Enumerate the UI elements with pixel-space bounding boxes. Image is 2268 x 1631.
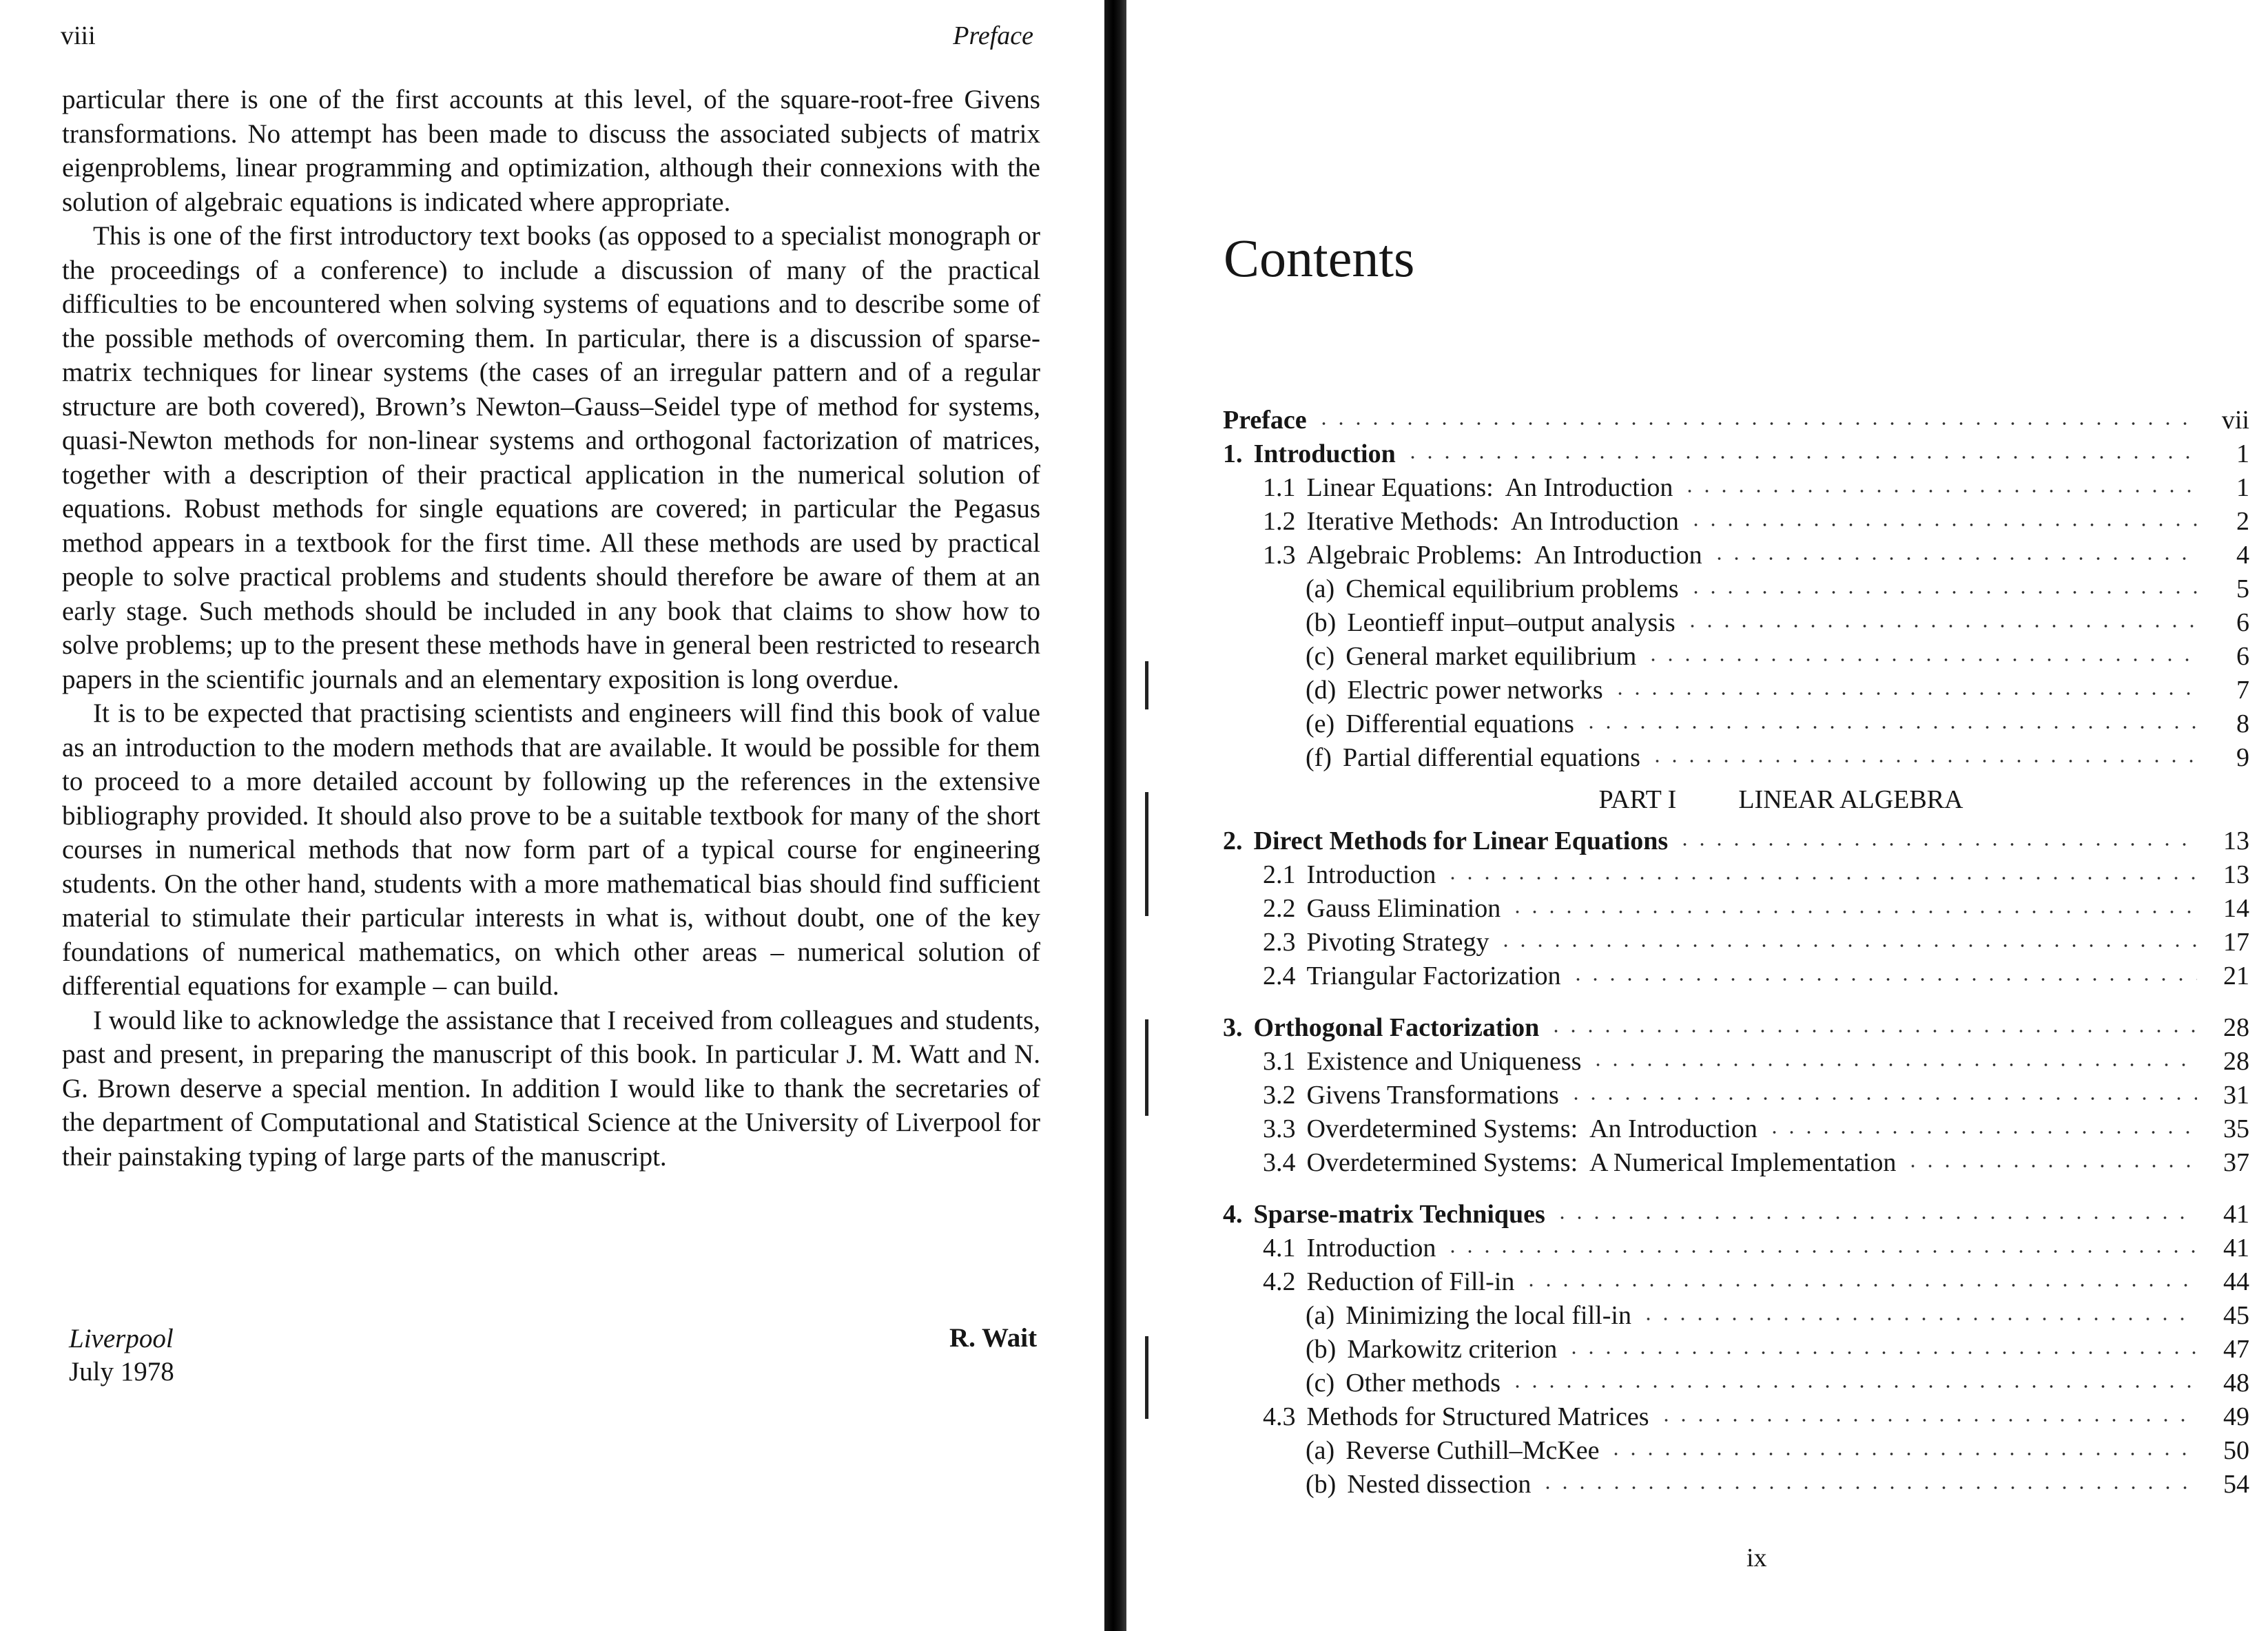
toc-entry-title: Overdetermined Systems: An Introduction (1306, 1114, 1757, 1143)
toc-entry (1223, 640, 2249, 674)
toc-entry-title: Chemical equilibrium problems (1346, 574, 1679, 603)
toc-entry-number: 3. (1223, 1013, 1243, 1042)
toc-entry-title: Orthogonal Factorization (1253, 1013, 1540, 1042)
dot-leader (1547, 1028, 2197, 1035)
toc-entry-number: (c) (1306, 1369, 1335, 1398)
toc-entry (1223, 1011, 2249, 1045)
toc-entry-title: Nested dissection (1347, 1470, 1532, 1499)
dot-leader (1904, 1163, 2197, 1170)
toc-entry (1223, 858, 2249, 892)
toc-entry-number: 2.2 (1263, 894, 1296, 923)
toc-entry-page: 47 (2223, 1335, 2249, 1364)
toc-entry-page: 4 (2236, 541, 2249, 570)
part-heading (1223, 775, 2249, 824)
toc-entry-page: 2 (2236, 507, 2249, 536)
toc-entry-number: 2. (1223, 827, 1243, 855)
toc-entry-page: 14 (2223, 894, 2249, 923)
left-page (0, 0, 1089, 1631)
toc-entry-title: Other methods (1346, 1369, 1501, 1398)
toc-entry-page: 1 (2236, 473, 2249, 502)
toc-entry-page: 45 (2223, 1301, 2249, 1330)
dot-leader (1509, 908, 2197, 915)
dot-leader (1565, 1349, 2197, 1356)
dot-leader (1681, 488, 2197, 495)
toc-entry-page: 9 (2236, 743, 2249, 772)
toc-entry-number: 3.3 (1263, 1114, 1296, 1143)
toc-entry (1223, 1232, 2249, 1265)
toc-entry (1223, 437, 2249, 471)
toc-entry (1223, 959, 2249, 993)
dot-leader (1315, 420, 2197, 427)
toc-entry-page: 49 (2223, 1402, 2249, 1431)
dot-leader (1554, 1214, 2197, 1221)
toc-entry-page: 17 (2223, 928, 2249, 957)
toc-entry-number: (a) (1306, 574, 1335, 603)
toc-entry-page: 6 (2236, 608, 2249, 637)
dot-leader (1711, 555, 2197, 562)
toc-entry-number: 3.4 (1263, 1148, 1296, 1177)
toc-entry (1223, 892, 2249, 926)
toc-entry (1223, 824, 2249, 858)
toc-entry-title: Givens Transformations (1306, 1081, 1559, 1110)
toc-entry-title: Sparse-matrix Techniques (1253, 1200, 1545, 1229)
toc-entry (1223, 1299, 2249, 1333)
toc-entry (1223, 1333, 2249, 1367)
toc-entry-page: 54 (2223, 1470, 2249, 1499)
toc-entry (1223, 471, 2249, 505)
toc-entry-page: 7 (2236, 676, 2249, 705)
dot-leader (1589, 1061, 2197, 1068)
dot-leader (1687, 521, 2197, 528)
toc-entry-page: 13 (2223, 860, 2249, 889)
section-gap (1223, 1180, 2249, 1198)
toc-entry-page: 28 (2223, 1047, 2249, 1076)
toc-entry-page: 50 (2223, 1436, 2249, 1465)
dot-leader (1687, 589, 2197, 596)
toc-entry (1223, 926, 2249, 959)
dot-leader (1444, 875, 2197, 882)
dot-leader (1497, 942, 2197, 949)
toc-entry-title: Methods for Structured Matrices (1306, 1402, 1649, 1431)
toc-entry (1223, 1400, 2249, 1434)
toc-entry-number: 1.1 (1263, 473, 1296, 502)
dot-leader (1509, 1383, 2197, 1390)
section-gap (1223, 993, 2249, 1011)
toc-entry (1223, 1146, 2249, 1180)
toc-entry-page: 21 (2223, 962, 2249, 990)
toc-entry-title: Pivoting Strategy (1306, 928, 1489, 957)
dot-leader (1404, 454, 2197, 461)
dot-leader (1649, 758, 2197, 765)
toc-entry-number: 1.3 (1263, 541, 1296, 570)
toc-entry-page: 13 (2223, 827, 2249, 855)
dot-leader (1684, 623, 2197, 630)
toc-entry-title: Introduction (1306, 1234, 1436, 1263)
toc-entry-title: Existence and Uniqueness (1306, 1047, 1582, 1076)
toc-entry (1223, 1045, 2249, 1079)
toc-entry-page: 41 (2223, 1200, 2249, 1229)
page-number-left: viii (61, 21, 96, 50)
toc-entry-page: 28 (2223, 1013, 2249, 1042)
toc-entry-number: (e) (1306, 709, 1335, 738)
toc-entry-title: Iterative Methods: An Introduction (1306, 507, 1679, 536)
toc-entry (1223, 404, 2249, 437)
toc-entry-title: Algebraic Problems: An Introduction (1306, 541, 1702, 570)
toc-entry-number: 4.2 (1263, 1267, 1296, 1296)
toc-entry (1223, 572, 2249, 606)
toc-entry-page: 8 (2236, 709, 2249, 738)
dot-leader (1569, 976, 2197, 983)
toc-entry-page: 1 (2236, 439, 2249, 468)
toc-entry-number: (a) (1306, 1301, 1335, 1330)
toc-entry-page: 41 (2223, 1234, 2249, 1263)
preface-paragraph-1: particular there is one of the first accounts at this level, of the square-root-free Givens transformations. No attempt has been made to discuss the associated subjects of matrix eigenproblems, linear programming and optimization, although their connexions with the solution of algebraic equations is indicated where appropriate. (62, 85, 1040, 217)
toc-entry-title: Gauss Elimination (1306, 894, 1501, 923)
signature-author: R. Wait (949, 1323, 1038, 1353)
toc-entry-number: (a) (1306, 1436, 1335, 1465)
toc-entry-number: (b) (1306, 608, 1337, 637)
toc-entry-title: Markowitz criterion (1347, 1335, 1558, 1364)
signature-block (69, 1322, 174, 1389)
running-title: Preface (953, 21, 1033, 50)
toc-entry (1223, 606, 2249, 640)
toc-entry (1223, 1434, 2249, 1468)
toc-entry-title: Direct Methods for Linear Equations (1253, 827, 1669, 855)
toc-entry-title: Overdetermined Systems: A Numerical Implementation (1306, 1148, 1897, 1177)
toc-entry-number: 1.2 (1263, 507, 1296, 536)
dot-leader (1658, 1417, 2197, 1424)
toc-entry-title: Triangular Factorization (1306, 962, 1561, 990)
toc-entry-page: vii (2221, 406, 2249, 435)
toc-entry-number: 3.1 (1263, 1047, 1296, 1076)
toc-entry-title: General market equilibrium (1346, 642, 1637, 671)
toc-entry-title: Introduction (1306, 860, 1436, 889)
preface-paragraph-3: It is to be expected that practising scientists and engineers will find this book of value as an introduction to the modern methods that are available. It would be possible for them to proceed to a more detailed account by following up the references in the extensive bibliography provided. It should also prove to be a suitable textbook for many of the short courses in numerical methods that now form part of a typical course for engineering students. On the other hand, students with a more mathematical bias should find sufficient material to stimulate their particular interests in what is, without doubt, one of the key foundations of numerical mathematics, on which other areas – numerical solution of differential equations for example – can build. (62, 698, 1040, 1001)
part-label: PART I (1598, 785, 1677, 814)
toc-entry-number: (b) (1306, 1470, 1337, 1499)
part-title: LINEAR ALGEBRA (1738, 785, 1963, 814)
dot-leader (1444, 1248, 2197, 1255)
toc-entry-title: Linear Equations: An Introduction (1306, 473, 1673, 502)
contents-title: Contents (1224, 228, 1415, 288)
toc-entry-number: (f) (1306, 743, 1332, 772)
toc-entry-number: 4.3 (1263, 1402, 1296, 1431)
toc-entry-title: Preface (1223, 406, 1307, 435)
toc-entry-title: Introduction (1253, 439, 1396, 468)
toc-entry-page: 48 (2223, 1369, 2249, 1398)
toc-entry-title: Differential equations (1346, 709, 1574, 738)
toc-entry-page: 35 (2223, 1114, 2249, 1143)
dot-leader (1676, 841, 2197, 848)
toc-entry-page: 37 (2223, 1148, 2249, 1177)
toc-entry (1223, 1079, 2249, 1112)
toc-entry (1223, 1265, 2249, 1299)
toc-entry-number: (c) (1306, 642, 1335, 671)
dot-leader (1567, 1095, 2197, 1102)
preface-body (62, 83, 1040, 1174)
dot-leader (1539, 1484, 2197, 1491)
toc-entry (1223, 539, 2249, 572)
preface-paragraph-4: I would like to acknowledge the assistance that I received from colleagues and students, past and present, in preparing the manuscript of this book. In particular J. M. Watt and N. G. Brown deserve a special mention. In addition I would like to thank the secretaries of the department of Computational and Statistical Science at the University of Liverpool for their painstaking typing of large parts of the manuscript. (62, 1005, 1040, 1172)
toc-entry-number: 2.1 (1263, 860, 1296, 889)
page-number-right: ix (1746, 1544, 1767, 1572)
toc-entry (1223, 505, 2249, 539)
dot-leader (1766, 1129, 2197, 1136)
dot-leader (1611, 690, 2197, 697)
dot-leader (1583, 724, 2197, 731)
toc-entry-title: Partial differential equations (1342, 743, 1640, 772)
toc-entry-page: 44 (2223, 1267, 2249, 1296)
toc-entry-title: Reverse Cuthill–McKee (1346, 1436, 1600, 1465)
right-page (1130, 0, 2268, 1631)
book-gutter (1104, 0, 1126, 1631)
toc-entry (1223, 741, 2249, 775)
toc-entry-title: Reduction of Fill-in (1306, 1267, 1515, 1296)
toc-entry-title: Minimizing the local fill-in (1346, 1301, 1631, 1330)
toc-entry-title: Electric power networks (1347, 676, 1603, 705)
toc-entry (1223, 707, 2249, 741)
toc-entry-number: 3.2 (1263, 1081, 1296, 1110)
toc-entry-number: (d) (1306, 676, 1337, 705)
toc-entry-page: 6 (2236, 642, 2249, 671)
toc-entry (1223, 1468, 2249, 1502)
toc-entry (1223, 1112, 2249, 1146)
toc-entry-title: Leontieff input–output analysis (1347, 608, 1676, 637)
dot-leader (1640, 1316, 2197, 1322)
table-of-contents (1223, 404, 2249, 1502)
toc-entry-number: 2.4 (1263, 962, 1296, 990)
dot-leader (1645, 656, 2197, 663)
dot-leader (1523, 1282, 2197, 1289)
toc-entry-number: 1. (1223, 439, 1243, 468)
signature-place: Liverpool (69, 1324, 174, 1353)
toc-entry-number: 4.1 (1263, 1234, 1296, 1263)
preface-paragraph-2: This is one of the first introductory text books (as opposed to a specialist monograph or the proceedings of a conference) to include a discussion of many of the practical difficulties to be encountered when solving systems of equations and to describe some of the possible methods of overcoming them. In particular, there is a discussion of sparse-matrix techniques for linear systems (the cases of an irregular pattern and of a regular structure are both covered), Brown’s Newton–Gauss–Seidel type of method for systems, quasi-Newton methods for non-linear systems and orthogonal factorization of matrices, together with a description of their practical application in the numerical solution of equations. Robust methods for single equations are covered; in particular the Pegasus method appears in a textbook for the first time. All these methods are used by practical people to solve practical problems and students should therefore be aware of them at an early stage. Such methods should be included in any book that claims to show how to solve problems; up to the present these methods have in general been restricted to research papers in the scientific journals and an elementary exposition is long overdue. (62, 221, 1040, 694)
toc-entry (1223, 674, 2249, 707)
toc-entry-number: (b) (1306, 1335, 1337, 1364)
toc-entry (1223, 1367, 2249, 1400)
toc-entry-number: 2.3 (1263, 928, 1296, 957)
dot-leader (1607, 1451, 2197, 1457)
toc-entry (1223, 1198, 2249, 1232)
toc-entry-number: 4. (1223, 1200, 1243, 1229)
toc-entry-page: 5 (2236, 574, 2249, 603)
signature-date: July 1978 (69, 1357, 174, 1386)
toc-entry-page: 31 (2223, 1081, 2249, 1110)
